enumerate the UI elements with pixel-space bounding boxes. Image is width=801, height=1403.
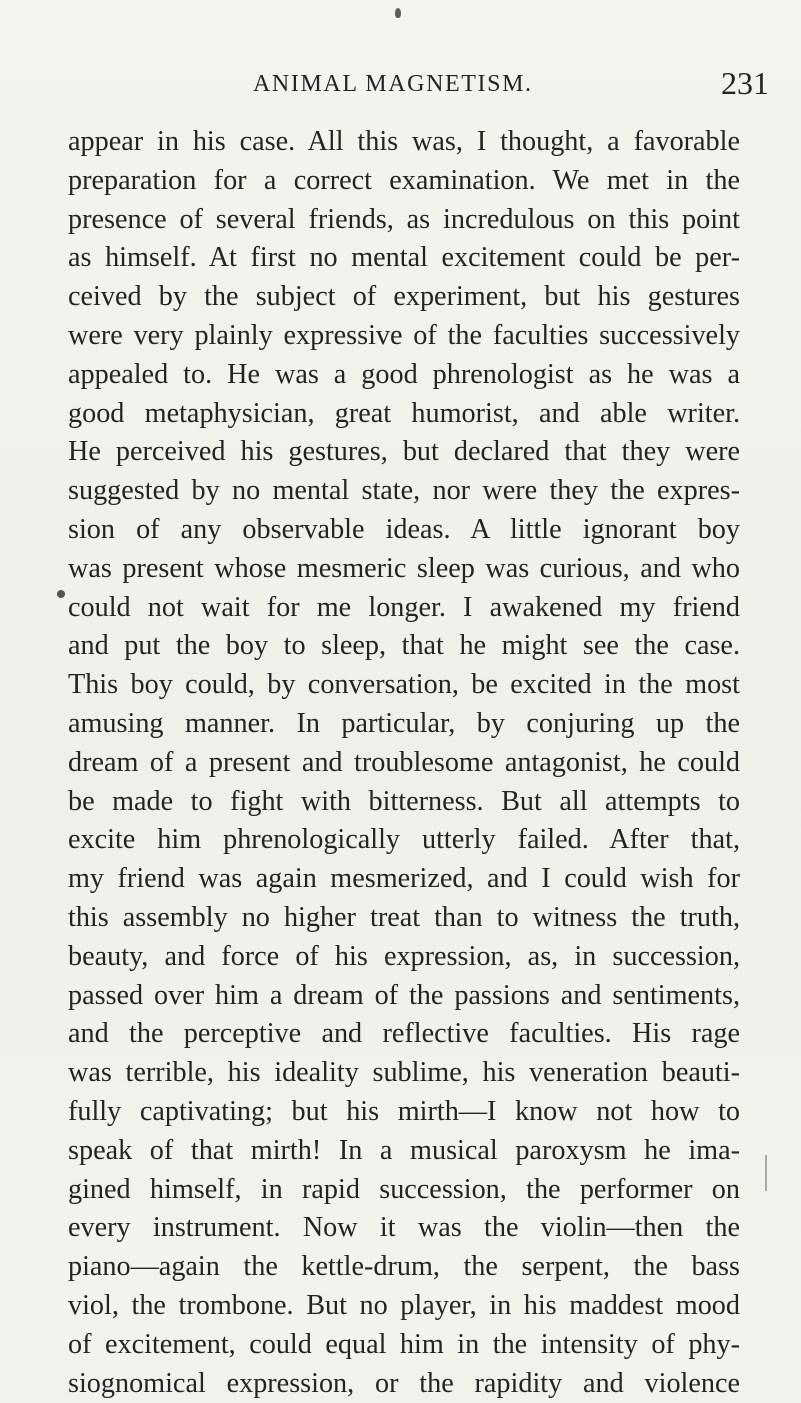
text-line: dream of a present and troublesome antagonist, he could <box>68 744 740 783</box>
ink-speck <box>395 8 401 18</box>
margin-mark <box>765 1155 767 1191</box>
text-line: good metaphysician, great humorist, and able writer. <box>68 395 740 434</box>
text-line: preparation for a correct examination. We met in the <box>68 162 740 201</box>
page-number: 231 <box>721 61 769 105</box>
text-line: my friend was again mesmerized, and I could wish for <box>68 860 740 899</box>
text-line: viol, the trombone. But no player, in his maddest mood <box>68 1287 740 1326</box>
text-line: appealed to. He was a good phrenologist as he was a <box>68 356 740 395</box>
text-line: sion of any observable ideas. A little ignorant boy <box>68 511 740 550</box>
text-line: as himself. At first no mental excitement could be per- <box>68 239 740 278</box>
text-line: speak of that mirth! In a musical paroxysm he ima- <box>68 1132 740 1171</box>
text-line: every instrument. Now it was the violin—then the <box>68 1209 740 1248</box>
text-line: fully captivating; but his mirth—I know not how to <box>68 1093 740 1132</box>
text-line: be made to fight with bitterness. But all attempts to <box>68 783 740 822</box>
text-line: amusing manner. In particular, by conjuring up the <box>68 705 740 744</box>
text-line: of excitement, could equal him in the intensity of phy- <box>68 1326 740 1365</box>
text-line: were very plainly expressive of the faculties successively <box>68 317 740 356</box>
text-line: ceived by the subject of experiment, but his gestures <box>68 278 740 317</box>
text-line: beauty, and force of his expression, as, in succession, <box>68 938 740 977</box>
text-line: He perceived his gestures, but declared that they were <box>68 433 740 472</box>
margin-dot <box>57 590 65 598</box>
text-line: and the perceptive and reflective faculties. His rage <box>68 1015 740 1054</box>
text-line: gined himself, in rapid succession, the performer on <box>68 1171 740 1210</box>
text-line: piano—again the kettle-drum, the serpent, the bass <box>68 1248 740 1287</box>
text-line: this assembly no higher treat than to witness the truth, <box>68 899 740 938</box>
text-line: This boy could, by conversation, be excited in the most <box>68 666 740 705</box>
text-line: siognomical expression, or the rapidity and violence <box>68 1365 740 1403</box>
text-line: was terrible, his ideality sublime, his veneration beauti- <box>68 1054 740 1093</box>
running-head <box>0 64 801 104</box>
text-line: was present whose mesmeric sleep was curious, and who <box>68 550 740 589</box>
text-line: could not wait for me longer. I awakened my friend <box>68 589 740 628</box>
text-line: passed over him a dream of the passions and sentiments, <box>68 977 740 1016</box>
running-title: ANIMAL MAGNETISM. <box>253 64 533 104</box>
text-line: presence of several friends, as incredulous on this point <box>68 201 740 240</box>
text-line: and put the boy to sleep, that he might see the case. <box>68 627 740 666</box>
text-line: suggested by no mental state, nor were they the expres- <box>68 472 740 511</box>
text-line: appear in his case. All this was, I thought, a favorable <box>68 123 740 162</box>
text-line: excite him phrenologically utterly failed. After that, <box>68 821 740 860</box>
body-text <box>68 123 740 1403</box>
